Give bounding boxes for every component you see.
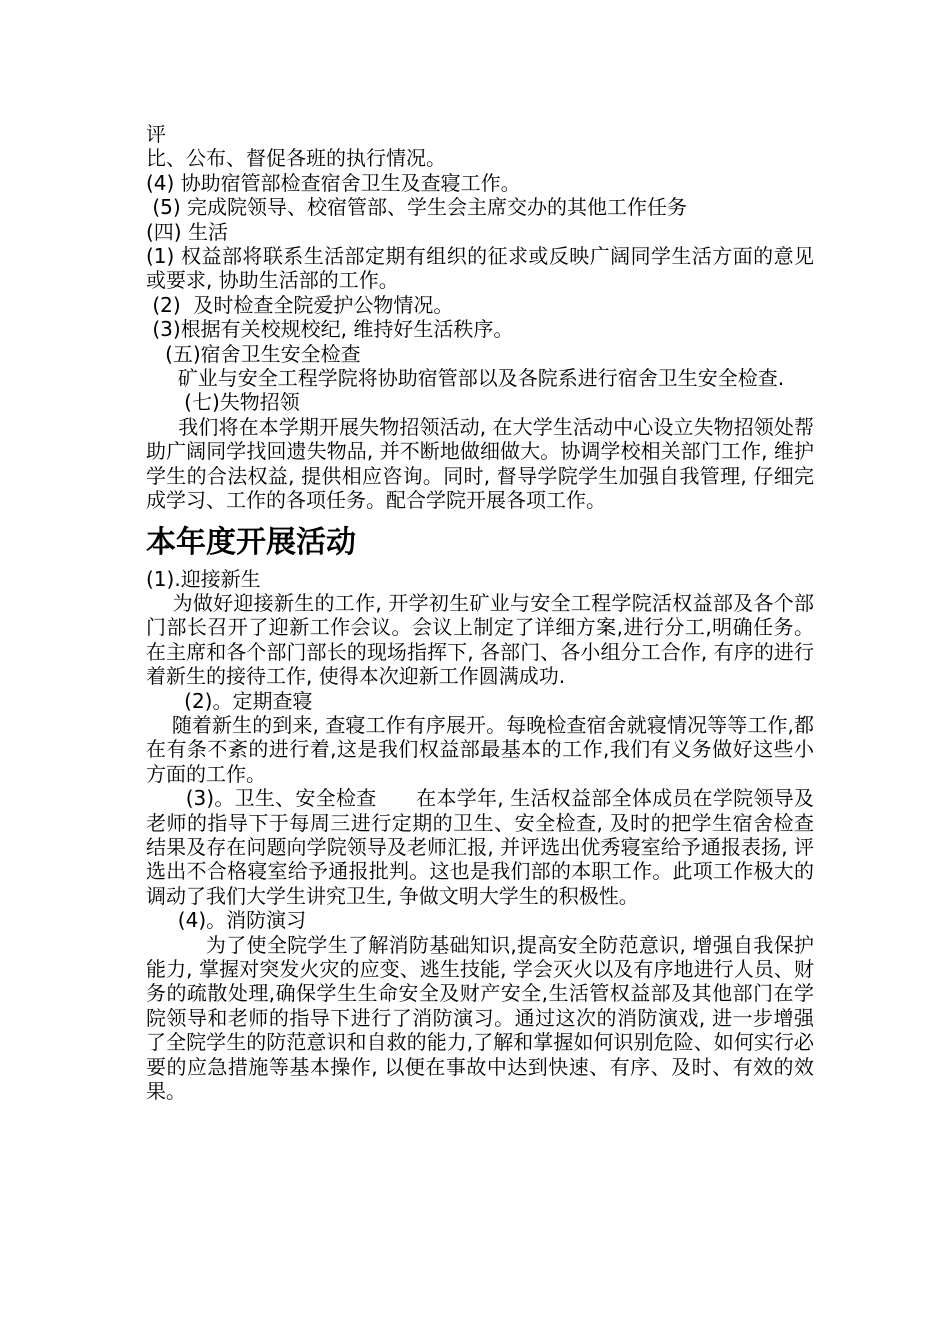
text-line: (3)根据有关校规校纪, 维持好生活秩序。 <box>146 317 514 342</box>
text-line: 比、公布、督促各班的执行情况。 <box>146 146 446 171</box>
section-top <box>146 122 814 513</box>
subsection-title: (2)。定期查寝 <box>146 688 313 713</box>
subsection-title: (七)失物招领 <box>146 390 300 415</box>
text-line: 评 <box>146 122 166 146</box>
paragraph: 为了使全院学生了解消防基础知识,提高安全防范意识, 增强自我保护能力, 掌握对突发火灾的应变、逃生技能, 学会灭火以及有序地进行人员、财务的疏散处理,确保学生生命安全及财产安全,生活管权益部及其他部门在学院领导和老师的指导下进行了消防演习。通过这次的消防演戏, 进一步增强了全院学生的防范意识和自救的能力,了解和掌握如何识别危险、如何实行必要的应急措施等基本操作, 以便在事故中达到快速、有序、及时、有效的效果。 <box>146 932 814 1104</box>
text-line: (5) 完成院领导、校宿管部、学生会主席交办的其他工作任务 <box>146 195 688 220</box>
subsection-title: (四) 生活 <box>146 219 228 244</box>
subsection-title: (4)。消防演习 <box>146 908 307 933</box>
paragraph: 随着新生的到来, 查寝工作有序展开。每晚检查宿舍就寝情况等等工作,都在有条不紊的进行着,这是我们权益部最基本的工作,我们有义务做好这些小方面的工作。 <box>146 712 814 786</box>
subsection-title: (五)宿舍卫生安全检查 <box>146 341 361 366</box>
section-heading: 本年度开展活动 <box>146 524 356 560</box>
paragraph: (3)。卫生、安全检查 在本学年, 生活权益部全体成员在学院领导及老师的指导下于每周三进行定期的卫生、安全检查, 及时的把学生宿舍检查结果及存在问题向学院领导及老师汇报, 并评选出优秀寝室给予通报表扬, 评选出不合格寝室给予通报批判。这也是我们部的本职工作。此项工作极大的调动了我们大学生讲究卫生, 争做文明大学生的积极性。 <box>146 786 814 908</box>
subsection-title: (1).迎接新生 <box>146 566 261 591</box>
paragraph: 矿业与安全工程学院将协助宿管部以及各院系进行宿舍卫生安全检查. <box>146 366 785 391</box>
paragraph: (1) 权益部将联系生活部定期有组织的征求或反映广阔同学生活方面的意见或要求, 协助生活部的工作。 <box>146 244 814 293</box>
text-line: (4) 协助宿管部检查宿舍卫生及查寝工作。 <box>146 170 521 195</box>
section-bottom <box>146 567 814 1104</box>
paragraph: 为做好迎接新生的工作, 开学初生矿业与安全工程学院活权益部及各个部门部长召开了迎新工作会议。会议上制定了详细方案,进行分工,明确任务。在主席和各个部门部长的现场指挥下, 各部门、各小组分工合作, 有序的进行着新生的接待工作, 使得本次迎新工作圆满成功. <box>146 590 814 689</box>
paragraph: 我们将在本学期开展失物招领活动, 在大学生活动中心设立失物招领处帮助广阔同学找回遗失物品, 并不断地做细做大。协调学校相关部门工作, 维护学生的合法权益, 提供相应咨询。同时, 督导学院学生加强自我管理, 仔细完成学习、工作的各项任务。配合学院开展各项工作。 <box>146 414 814 513</box>
document-page <box>146 122 814 1103</box>
text-line: (2) 及时检查全院爱护公物情况。 <box>146 292 454 317</box>
